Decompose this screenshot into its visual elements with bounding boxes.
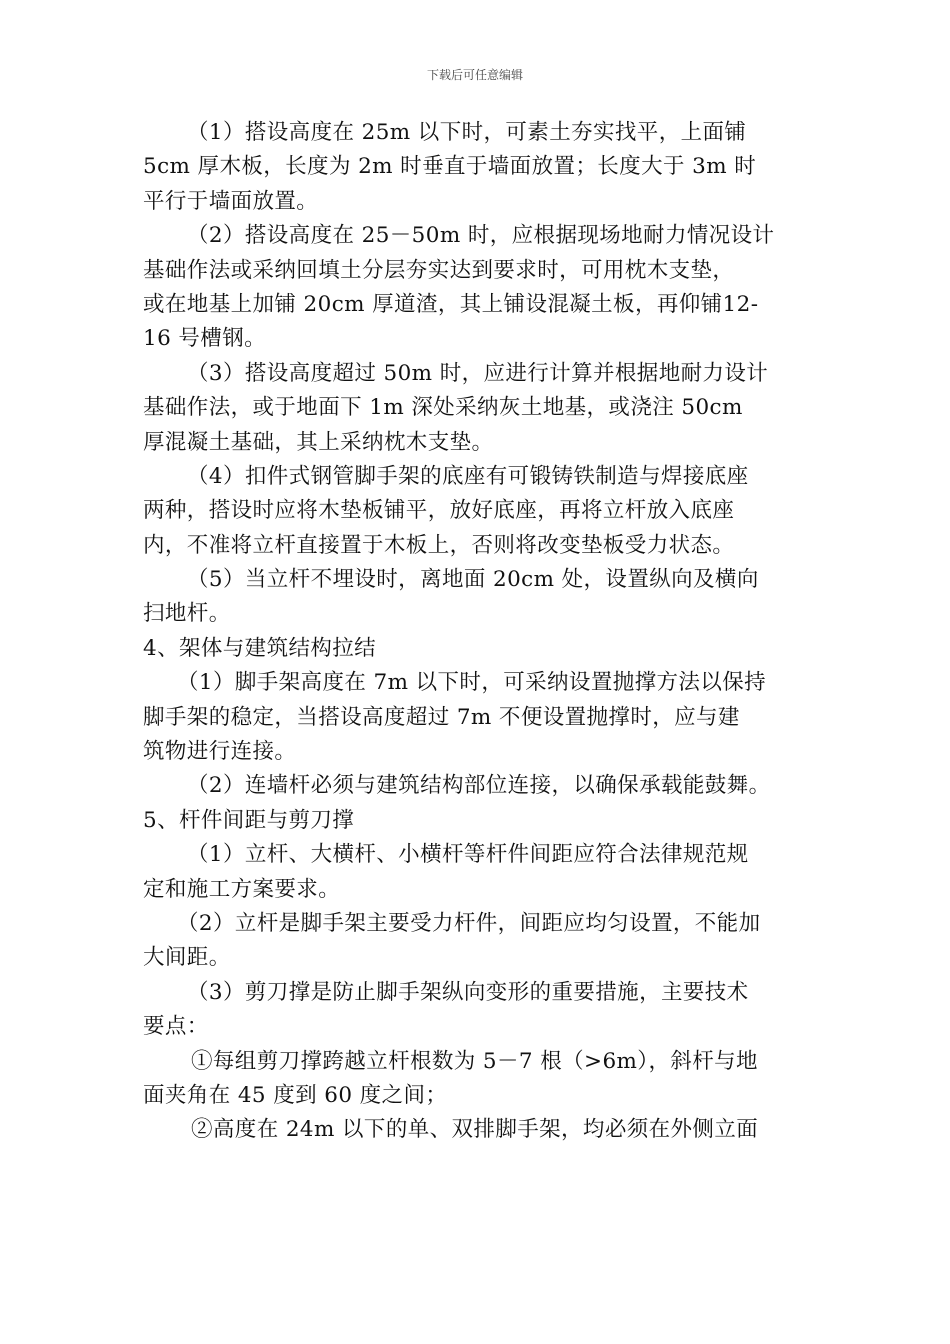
text-line: （4）扣件式钢管脚手架的底座有可锻铸铁制造与焊接底座 bbox=[187, 463, 749, 489]
text-line: 面夹角在 45 度到 60 度之间； bbox=[143, 1082, 448, 1108]
text-line: 4、架体与建筑结构拉结 bbox=[143, 635, 377, 661]
text-line: （2）搭设高度在 25－50m 时，应根据现场地耐力情况设计 bbox=[187, 223, 775, 249]
text-line: 扫地杆。 bbox=[143, 601, 231, 627]
text-line: 16 号槽钢。 bbox=[143, 326, 266, 352]
text-line: 筑物进行连接。 bbox=[143, 739, 297, 765]
text-line: （1）脚手架高度在 7m 以下时，可采纳设置抛撑方法以保持 bbox=[177, 670, 767, 696]
text-line: 内，不准将立杆直接置于木板上，否则将改变垫板受力状态。 bbox=[143, 532, 735, 558]
text-line: （2）连墙杆必须与建筑结构部位连接，以确保承载能鼓舞。 bbox=[187, 773, 771, 799]
text-line: 两种，搭设时应将木垫板铺平，放好底座，再将立杆放入底座 bbox=[143, 498, 735, 524]
text-line: 平行于墙面放置。 bbox=[143, 188, 319, 214]
text-line: 基础作法或采纳回填土分层夯实达到要求时，可用枕木支垫， bbox=[143, 257, 735, 283]
text-line: ②高度在 24m 以下的单、双排脚手架，均必须在外侧立面 bbox=[191, 1117, 759, 1143]
text-line: 定和施工方案要求。 bbox=[143, 876, 341, 902]
text-line: 5、杆件间距与剪刀撑 bbox=[143, 807, 355, 833]
text-line: （3）剪刀撑是防止脚手架纵向变形的重要措施，主要技术 bbox=[187, 979, 749, 1005]
text-line: 或在地基上加铺 20cm 厚道渣，其上铺设混凝土板，再仰铺12- bbox=[143, 291, 759, 317]
text-line: （1）立杆、大横杆、小横杆等杆件间距应符合法律规范规 bbox=[187, 842, 749, 868]
text-line: 基础作法，或于地面下 1m 深处采纳灰土地基，或浇注 50cm bbox=[143, 395, 743, 421]
document-body bbox=[143, 116, 808, 1148]
text-line: ①每组剪刀撑跨越立杆根数为 5－7 根（>6m），斜杆与地 bbox=[191, 1048, 758, 1074]
text-line: （1）搭设高度在 25m 以下时，可素土夯实找平，上面铺 bbox=[187, 120, 747, 145]
text-line: （2）立杆是脚手架主要受力杆件，间距应均匀设置，不能加 bbox=[177, 910, 761, 936]
text-line: 要点： bbox=[143, 1014, 209, 1040]
text-line: 5cm 厚木板，长度为 2m 时垂直于墙面放置；长度大于 3m 时 bbox=[143, 154, 757, 180]
text-line: （3）搭设高度超过 50m 时，应进行计算并根据地耐力设计 bbox=[187, 360, 769, 386]
text-line: 大间距。 bbox=[143, 945, 231, 971]
text-line: （5）当立杆不埋设时，离地面 20cm 处，设置纵向及横向 bbox=[187, 567, 759, 593]
text-line: 脚手架的稳定，当搭设高度超过 7m 不便设置抛撑时，应与建 bbox=[143, 704, 740, 730]
text-line: 厚混凝土基础，其上采纳枕木支垫。 bbox=[143, 429, 494, 455]
page-header: 下载后可任意编辑 bbox=[426, 68, 523, 82]
